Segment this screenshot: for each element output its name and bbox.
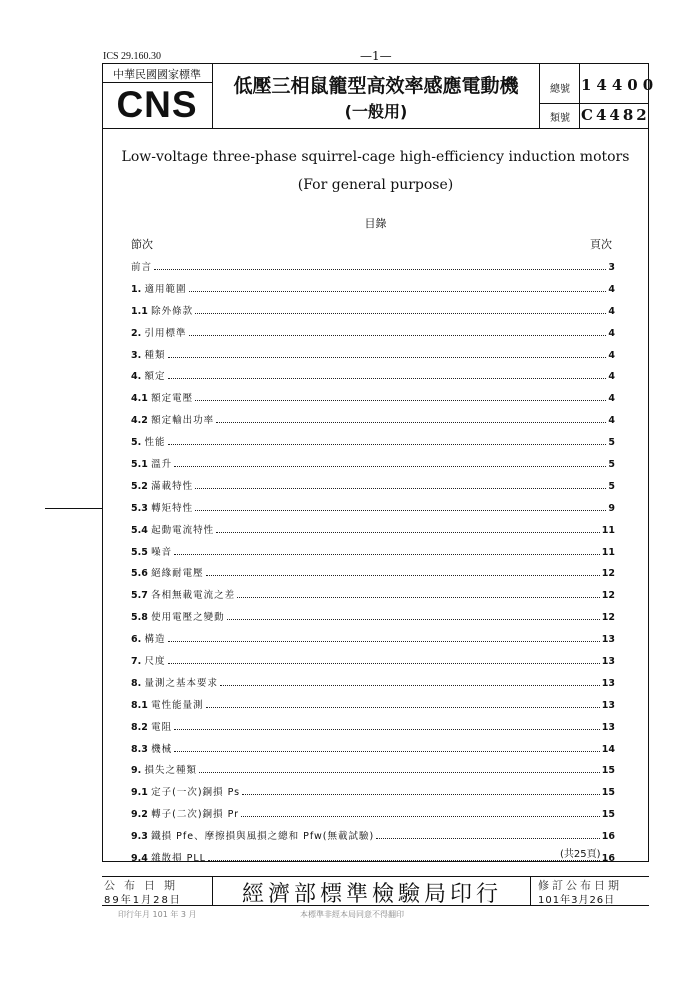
toc-leader-dots xyxy=(220,685,600,686)
toc-entry-number: 4.2 xyxy=(131,415,152,427)
toc-entry-label: 損失之種類 xyxy=(144,765,198,777)
toc-leader-dots xyxy=(174,554,600,555)
toc-leader-dots xyxy=(237,597,600,598)
toc-entry-number: 5.2 xyxy=(131,480,152,492)
toc-entry-label: 除外條款 xyxy=(151,305,194,317)
toc-entry-label: 絕緣耐電壓 xyxy=(151,568,204,580)
toc-entry-number: 1.1 xyxy=(131,305,152,317)
toc-entry xyxy=(131,784,615,806)
toc-entry-number: 7. xyxy=(131,656,145,668)
toc-entry xyxy=(131,368,615,390)
total-number-value: 14400 xyxy=(581,76,659,94)
toc-entry-number: 1. xyxy=(131,283,145,295)
header-divider-v3 xyxy=(579,63,580,128)
footer-divider-v2 xyxy=(530,876,531,906)
toc-entry-page: 12 xyxy=(601,568,615,580)
toc-entry xyxy=(131,828,615,850)
toc-entry-page: 9 xyxy=(608,502,615,514)
toc-entry-page: 11 xyxy=(601,524,615,536)
toc-entry-page: 15 xyxy=(601,809,615,821)
toc-leader-dots xyxy=(242,794,600,795)
toc-entry xyxy=(131,653,615,675)
toc-leader-dots xyxy=(174,466,606,467)
toc-title: 目錄 xyxy=(364,217,387,230)
toc-entry-page: 4 xyxy=(608,327,615,339)
toc-entry xyxy=(131,390,615,412)
toc-entry-label: 各相無載電流之差 xyxy=(151,590,236,602)
toc-entry xyxy=(131,347,615,369)
toc-leader-dots xyxy=(154,269,606,270)
toc-entry-page: 13 xyxy=(601,656,615,668)
toc-entry-page: 13 xyxy=(601,677,615,689)
total-pages: (共25頁) xyxy=(560,849,601,860)
toc-entry-page: 4 xyxy=(608,305,615,317)
toc-leader-dots xyxy=(206,707,600,708)
toc-entry-number: 5.1 xyxy=(131,459,152,471)
toc-entry-label: 起動電流特性 xyxy=(151,524,215,536)
title-zh-subtitle: (一般用) xyxy=(344,102,408,121)
toc-entry-number: 5.3 xyxy=(131,502,152,514)
toc-entry-label: 鐵損 Pfe、摩擦損與風損之總和 Pfw(無載試驗) xyxy=(151,831,375,843)
toc-entry xyxy=(131,587,615,609)
toc-entry-page: 11 xyxy=(601,546,615,558)
toc-leader-dots xyxy=(189,291,607,292)
toc-entry-number: 2. xyxy=(131,327,145,339)
toc-leader-dots xyxy=(195,488,606,489)
toc-entry-label: 定子(一次)銅損 Ps xyxy=(151,787,241,799)
toc-entry-label: 轉矩特性 xyxy=(151,502,194,514)
toc-entry-label: 前言 xyxy=(131,262,153,273)
toc-entry-label: 轉子(二次)銅損 Pr xyxy=(151,809,240,821)
toc-entry xyxy=(131,719,615,741)
title-zh: 低壓三相鼠籠型高效率感應電動機 xyxy=(233,75,519,97)
toc-entry-page: 12 xyxy=(601,612,615,624)
toc-entry-number: 5.7 xyxy=(131,590,152,602)
toc-entry-page: 14 xyxy=(601,743,615,755)
toc-entry-number: 9.1 xyxy=(131,787,152,799)
toc-entry-page: 16 xyxy=(601,853,615,865)
toc-leader-dots xyxy=(227,619,600,620)
toc-entry-page: 4 xyxy=(608,371,615,383)
table-of-contents xyxy=(131,259,615,872)
toc-leader-dots xyxy=(216,532,600,533)
page-number: —1— xyxy=(360,49,392,63)
toc-entry-label: 額定 xyxy=(144,371,166,383)
english-subtitle: (For general purpose) xyxy=(297,177,454,193)
toc-entry-label: 額定輸出功率 xyxy=(151,415,215,427)
total-number-label: 總號 xyxy=(550,84,570,95)
toc-entry-page: 4 xyxy=(608,283,615,295)
toc-entry-label: 溫升 xyxy=(151,459,173,471)
english-title: Low-voltage three-phase squirrel-cage high-efficiency induction motors xyxy=(121,149,630,165)
header-divider-h-right xyxy=(539,103,649,104)
toc-entry xyxy=(131,697,615,719)
toc-entry-label: 構造 xyxy=(144,634,166,646)
toc-leader-dots xyxy=(189,335,607,336)
toc-entry-number: 9.4 xyxy=(131,853,152,865)
toc-entry-number: 9.3 xyxy=(131,831,152,843)
toc-entry-page: 5 xyxy=(608,437,615,449)
toc-entry-label: 雜散損 PLL xyxy=(151,853,206,865)
toc-entry-page: 4 xyxy=(608,349,615,361)
toc-entry-number: 9. xyxy=(131,765,145,777)
toc-leader-dots xyxy=(199,772,600,773)
toc-entry xyxy=(131,806,615,828)
toc-entry xyxy=(131,281,615,303)
toc-leader-dots xyxy=(168,444,607,445)
header-divider-v2 xyxy=(539,63,540,128)
toc-entry-label: 適用範圍 xyxy=(144,283,187,295)
header-divider-v1 xyxy=(212,63,213,128)
toc-entry-number: 5.8 xyxy=(131,612,152,624)
toc-entry-page: 13 xyxy=(601,634,615,646)
toc-entry-page: 15 xyxy=(601,787,615,799)
toc-entry-label: 電性能量測 xyxy=(151,699,204,711)
class-number-value: C4482 xyxy=(581,106,650,124)
toc-entry-label: 使用電壓之變動 xyxy=(151,612,225,624)
toc-entry-page: 15 xyxy=(601,765,615,777)
toc-entry xyxy=(131,544,615,566)
ics-code: ICS 29.160.30 xyxy=(103,51,162,62)
toc-entry-page: 5 xyxy=(608,480,615,492)
toc-entry xyxy=(131,609,615,631)
toc-leader-dots xyxy=(168,663,600,664)
revise-date-label: 修訂公布日期 xyxy=(538,879,622,892)
toc-entry xyxy=(131,850,615,872)
revision-marker-bar xyxy=(45,508,102,509)
toc-entry xyxy=(131,259,615,281)
toc-leader-dots xyxy=(195,400,606,401)
toc-entry xyxy=(131,522,615,544)
class-number-label: 類號 xyxy=(550,113,570,124)
toc-entry-number: 8.1 xyxy=(131,699,152,711)
toc-entry-page: 13 xyxy=(601,699,615,711)
toc-entry-number: 6. xyxy=(131,634,145,646)
national-standard-label: 中華民國國家標準 xyxy=(113,68,201,81)
toc-leader-dots xyxy=(168,641,600,642)
toc-entry xyxy=(131,675,615,697)
toc-entry xyxy=(131,500,615,522)
toc-entry-label: 機械 xyxy=(151,743,173,755)
copyright-notice: 本標準非經本局同意不得翻印 xyxy=(300,910,404,919)
toc-entry-number: 9.2 xyxy=(131,809,152,821)
toc-entry xyxy=(131,565,615,587)
toc-entry xyxy=(131,434,615,456)
toc-entry xyxy=(131,303,615,325)
toc-entry-number: 8.3 xyxy=(131,743,152,755)
toc-entry-label: 量測之基本要求 xyxy=(144,677,219,689)
toc-entry xyxy=(131,325,615,347)
toc-leader-dots xyxy=(241,816,600,817)
toc-leader-dots xyxy=(174,729,600,730)
toc-entry-number: 3. xyxy=(131,349,145,361)
toc-entry-number: 4.1 xyxy=(131,393,152,405)
header-divider xyxy=(102,128,649,129)
toc-entry-number: 5.4 xyxy=(131,524,152,536)
toc-entry-page: 16 xyxy=(601,831,615,843)
toc-entry xyxy=(131,412,615,434)
toc-entry-number: 8.2 xyxy=(131,721,152,733)
toc-entry xyxy=(131,456,615,478)
publish-date-label: 公布日期 xyxy=(104,879,184,892)
cns-logo: CNS xyxy=(116,84,198,125)
toc-entry-label: 額定電壓 xyxy=(151,393,194,405)
toc-entry-label: 種類 xyxy=(144,349,166,361)
revise-date: 101年3月26日 xyxy=(538,895,616,906)
toc-entry-label: 引用標準 xyxy=(144,327,187,339)
toc-entry-page: 13 xyxy=(601,721,615,733)
publisher: 經濟部標準檢驗局印行 xyxy=(241,882,502,907)
toc-section-header: 節次 xyxy=(131,238,153,251)
toc-leader-dots xyxy=(168,378,607,379)
printed-date: 印行年月 101 年 3 月 xyxy=(118,910,197,919)
toc-leader-dots xyxy=(174,751,600,752)
toc-leader-dots xyxy=(208,860,600,861)
toc-leader-dots xyxy=(195,313,606,314)
publish-date: 89年1月28日 xyxy=(104,895,182,906)
toc-page-header: 頁次 xyxy=(590,238,612,251)
toc-entry-label: 尺度 xyxy=(144,656,166,668)
toc-entry-label: 電阻 xyxy=(151,721,173,733)
toc-entry-page: 3 xyxy=(608,262,615,273)
toc-entry-label: 噪音 xyxy=(151,546,173,558)
toc-entry xyxy=(131,478,615,500)
toc-entry-number: 5.5 xyxy=(131,546,152,558)
toc-entry-number: 4. xyxy=(131,371,145,383)
toc-entry xyxy=(131,631,615,653)
toc-entry-label: 滿載特性 xyxy=(151,480,194,492)
toc-leader-dots xyxy=(376,838,600,839)
footer-divider-v1 xyxy=(212,876,213,906)
toc-leader-dots xyxy=(168,357,607,358)
toc-leader-dots xyxy=(206,575,600,576)
toc-entry-page: 4 xyxy=(608,415,615,427)
toc-entry-page: 4 xyxy=(608,393,615,405)
toc-entry-number: 5. xyxy=(131,437,145,449)
toc-entry xyxy=(131,741,615,763)
toc-entry-number: 8. xyxy=(131,677,145,689)
toc-entry-label: 性能 xyxy=(144,437,166,449)
toc-entry-number: 5.6 xyxy=(131,568,152,580)
toc-entry-page: 5 xyxy=(608,459,615,471)
toc-entry-page: 12 xyxy=(601,590,615,602)
toc-leader-dots xyxy=(216,422,606,423)
toc-entry xyxy=(131,762,615,784)
toc-leader-dots xyxy=(195,510,606,511)
